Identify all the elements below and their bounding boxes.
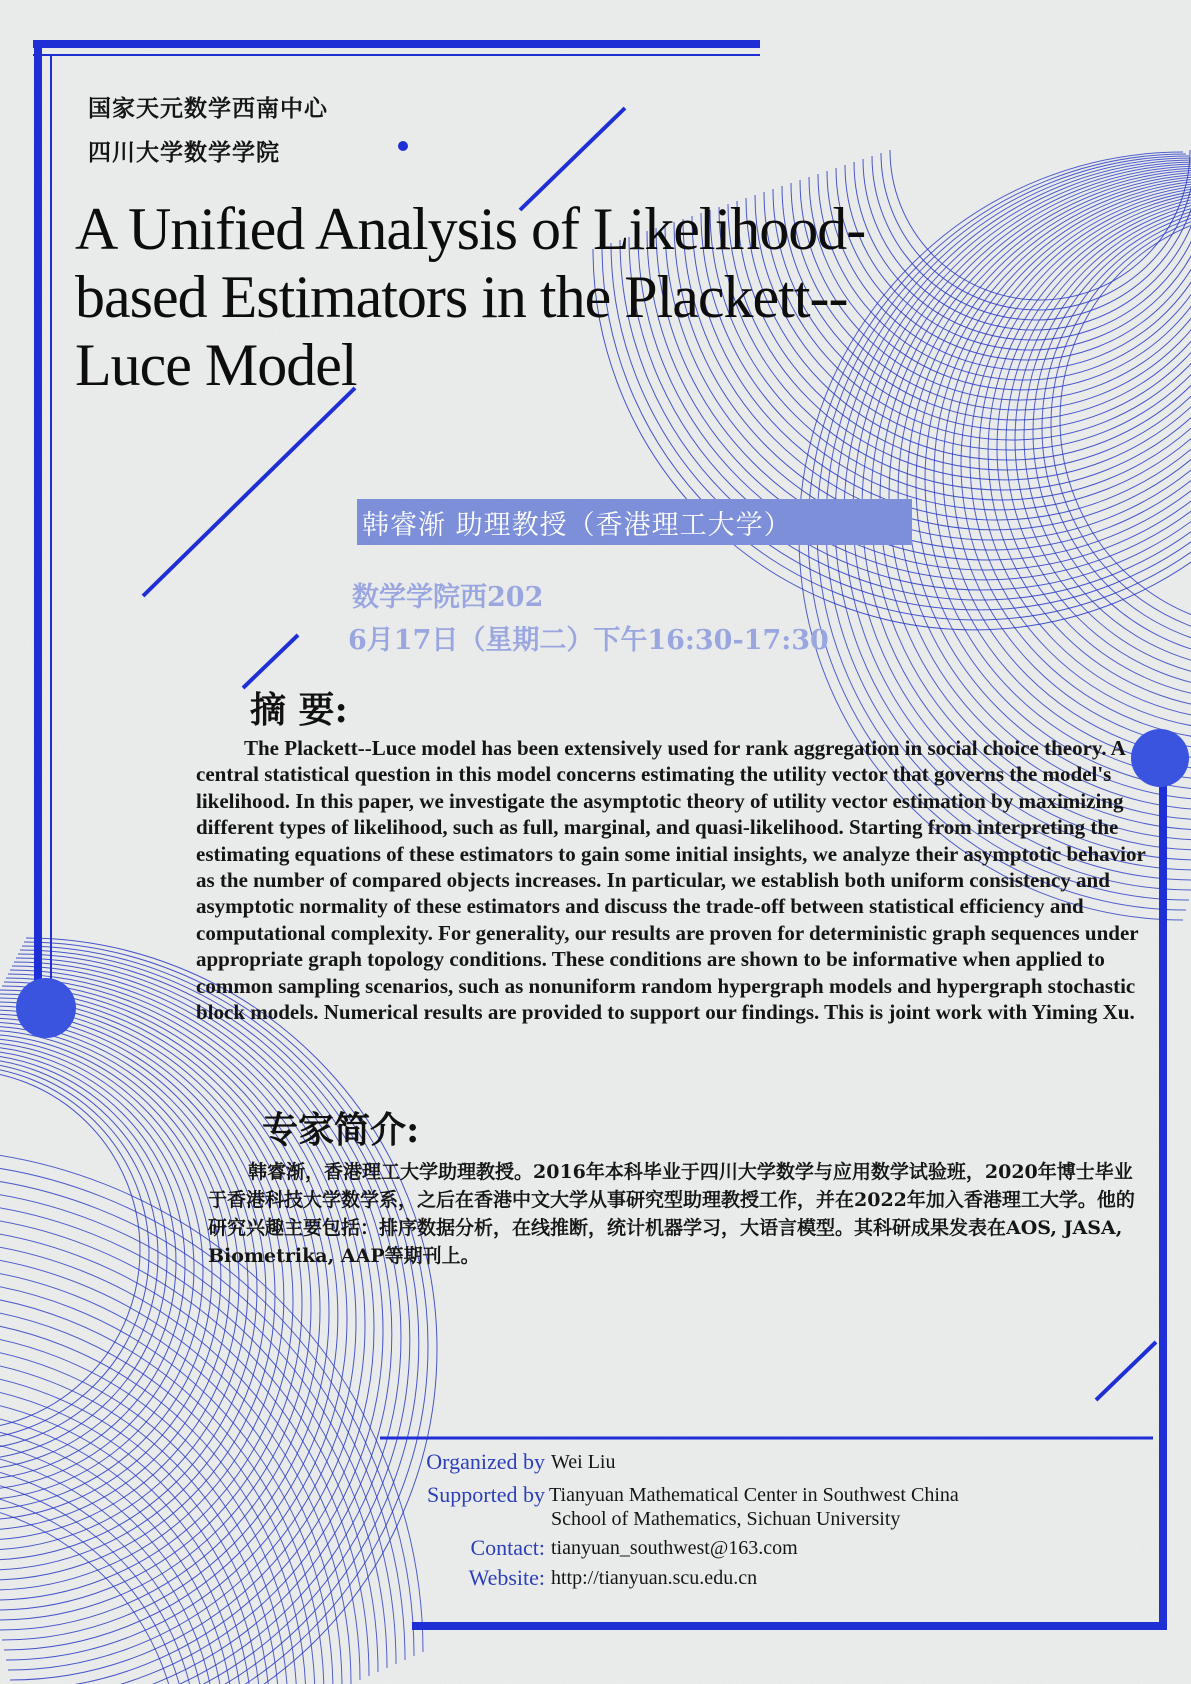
diagonal-3 — [243, 635, 298, 688]
org-name-2: 四川大学数学学院 — [88, 139, 280, 166]
contact-email[interactable]: tianyuan_southwest@163.com — [551, 1537, 798, 1559]
abstract-heading: 摘 要: — [250, 689, 348, 731]
diagonal-4 — [1096, 1342, 1156, 1400]
supported-by-label: Supported by — [427, 1482, 545, 1507]
bio-heading: 专家简介: — [262, 1109, 420, 1151]
contact-label: Contact: — [470, 1535, 545, 1560]
dot-small — [398, 141, 408, 151]
title-line-2: based Estimators in the Plackett-- — [75, 264, 848, 330]
circle-left — [16, 978, 76, 1038]
organized-by-label: Organized by — [426, 1449, 545, 1474]
website-label: Website: — [468, 1565, 545, 1590]
title-line-1: A Unified Analysis of Likelihood- — [75, 196, 866, 262]
website-link[interactable]: http://tianyuan.scu.edu.cn — [551, 1567, 758, 1589]
venue-room: 数学学院西202 — [352, 582, 544, 613]
diagonal-2 — [143, 388, 355, 596]
venue-datetime: 6月17日（星期二）下午16:30-17:30 — [348, 625, 829, 656]
title-line-3: Luce Model — [75, 332, 357, 398]
supported-by-value-1: Tianyuan Mathematical Center in Southwest China — [549, 1484, 959, 1506]
speaker-name: 韩睿渐 助理教授（香港理工大学） — [362, 510, 792, 541]
org-name-1: 国家天元数学西南中心 — [88, 95, 328, 122]
supported-by-value-2: School of Mathematics, Sichuan University — [551, 1508, 901, 1530]
abstract-body: The Plackett--Luce model has been extensively used for rank aggregation in social choice theory. A central statistical question in this model concerns estimating the utility vector that governs the model's likelihood. In this paper, we investigate the asymptotic theory of utility vector estimation by maximizing different types of likelihood, such as full, marginal, and quasi-likelihood. Starting from interpreting the estimating equations of these estimators to gain some initial insights, we analyze their asymptotic behavior as the number of compared objects increases. In particular, we establish both uniform consistency and asymptotic normality of these estimators and discuss the trade-off between statistical efficiency and computational complexity. For generality, our results are proven for deterministic graph sequences under appropriate graph topology conditions. These conditions are shown to be informative when applied to common sampling scenarios, such as nonuniform random hypergraph models and hypergraph stochastic block models. Numerical results are provided to support our findings. This is joint work with Yiming Xu. — [196, 736, 1146, 1025]
organized-by-value: Wei Liu — [551, 1451, 616, 1473]
bio-body: 韩睿渐，香港理工大学助理教授。2016年本科毕业于四川大学数学与应用数学试验班，2020年博士毕业于香港科技大学数学系，之后在香港中文大学从事研究型助理教授工作，并在2022年加入香港理工大学。他的研究兴趣主要包括：排序数据分析，在线推断，统计机器学习，大语言模型。其科研成果发表在AOS, JASA, Biometrika, AAP等期刊上。 — [208, 1161, 1135, 1267]
